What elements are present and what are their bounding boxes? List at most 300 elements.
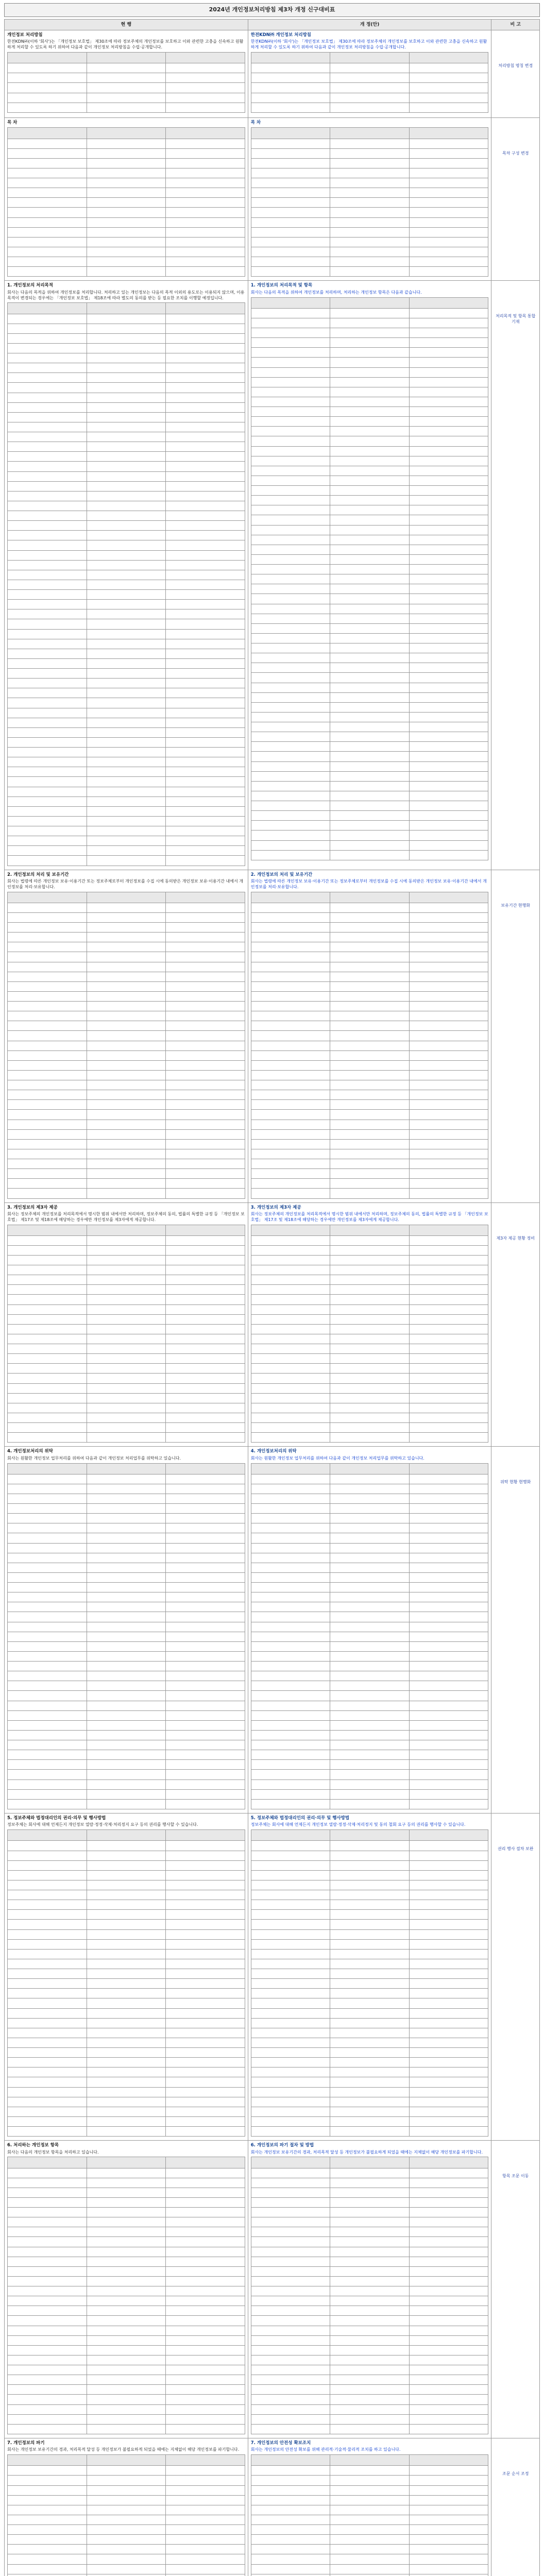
detail-cell — [8, 1830, 87, 1841]
detail-cell — [330, 2345, 410, 2355]
detail-cell — [166, 1100, 245, 1110]
detail-cell — [166, 1364, 245, 1374]
detail-row — [8, 471, 245, 481]
detail-row — [251, 2237, 488, 2247]
detail-cell — [166, 2178, 245, 2188]
detail-cell — [166, 1622, 245, 1632]
detail-cell — [8, 1179, 87, 1189]
detail-cell — [87, 1929, 166, 1939]
detail-row — [8, 324, 245, 333]
detail-cell — [8, 63, 87, 73]
detail-cell — [409, 2217, 488, 2227]
detail-row — [8, 1344, 245, 1354]
detail-table — [251, 1463, 489, 1809]
detail-cell — [166, 1799, 245, 1809]
detail-row — [8, 2525, 245, 2535]
detail-cell — [87, 2326, 166, 2335]
detail-cell — [8, 981, 87, 991]
section-body: 정보주체는 회사에 대해 언제든지 개인정보 열람·정정·삭제·처리정지 요구 등의 권리를 행사할 수 있습니다. — [7, 1822, 198, 1827]
detail-cell — [166, 2306, 245, 2316]
detail-cell — [166, 422, 245, 432]
detail-row — [251, 2554, 488, 2564]
detail-cell — [87, 53, 166, 63]
detail-row — [8, 1265, 245, 1275]
detail-row — [8, 2067, 245, 2077]
detail-cell — [8, 903, 87, 912]
detail-cell — [409, 2058, 488, 2067]
detail-cell — [409, 673, 488, 683]
detail-cell — [409, 2157, 488, 2168]
detail-cell — [251, 1939, 330, 1949]
section-heading: 7. 개인정보의 안전성 확보조치 — [250, 2440, 311, 2446]
detail-cell — [8, 2178, 87, 2188]
detail-cell — [330, 912, 410, 922]
detail-row — [8, 1641, 245, 1651]
detail-cell — [8, 2326, 87, 2335]
detail-cell — [251, 2227, 330, 2237]
detail-row — [8, 1572, 245, 1582]
detail-row — [251, 318, 488, 328]
detail-row — [8, 1632, 245, 1641]
detail-cell — [166, 2424, 245, 2434]
detail-cell — [409, 208, 488, 217]
detail-cell — [166, 796, 245, 806]
detail-cell — [166, 1413, 245, 1422]
detail-cell — [409, 1523, 488, 1533]
detail-cell — [330, 1285, 410, 1295]
detail-row — [251, 2116, 488, 2126]
detail-row — [251, 742, 488, 752]
detail-cell — [409, 2395, 488, 2404]
detail-cell — [251, 1989, 330, 1998]
detail-cell — [251, 148, 330, 158]
table-row — [5, 870, 540, 1202]
table-row — [5, 117, 540, 280]
detail-cell — [87, 2375, 166, 2385]
detail-cell — [87, 1314, 166, 1324]
detail-row — [8, 787, 245, 796]
detail-cell — [87, 787, 166, 796]
detail-cell — [409, 663, 488, 673]
detail-row — [251, 1031, 488, 1041]
detail-cell — [251, 397, 330, 406]
detail-cell — [251, 633, 330, 643]
detail-cell — [87, 1740, 166, 1750]
detail-cell — [8, 247, 87, 257]
detail-cell — [409, 933, 488, 942]
note-cell — [491, 1202, 540, 1447]
detail-cell — [251, 208, 330, 217]
detail-cell — [251, 2237, 330, 2247]
detail-cell — [251, 663, 330, 673]
detail-cell — [330, 623, 410, 633]
detail-row — [8, 952, 245, 962]
detail-row — [8, 432, 245, 442]
detail-table — [7, 2157, 245, 2434]
detail-cell — [251, 2168, 330, 2178]
detail-cell — [409, 525, 488, 535]
detail-cell — [8, 1129, 87, 1139]
detail-cell — [166, 2116, 245, 2126]
detail-cell — [409, 1433, 488, 1443]
detail-cell — [251, 1841, 330, 1851]
detail-cell — [8, 314, 87, 324]
detail-row — [8, 669, 245, 679]
detail-cell — [8, 1189, 87, 1198]
detail-cell — [166, 2316, 245, 2326]
detail-cell — [409, 942, 488, 952]
detail-cell — [251, 338, 330, 348]
detail-row — [8, 462, 245, 471]
detail-cell — [87, 2554, 166, 2564]
detail-cell — [251, 1463, 330, 1474]
detail-row — [8, 531, 245, 540]
detail-cell — [251, 1830, 330, 1841]
detail-cell — [251, 427, 330, 436]
detail-table — [251, 2454, 489, 2576]
detail-cell — [8, 2385, 87, 2395]
detail-cell — [87, 257, 166, 267]
detail-cell — [87, 2296, 166, 2306]
detail-cell — [8, 1533, 87, 1543]
detail-cell — [8, 373, 87, 383]
detail-cell — [330, 692, 410, 702]
detail-cell — [251, 821, 330, 831]
detail-cell — [409, 1701, 488, 1710]
detail-cell — [251, 2157, 330, 2168]
detail-cell — [330, 1592, 410, 1602]
detail-cell — [251, 2476, 330, 2485]
detail-row — [8, 806, 245, 816]
detail-cell — [166, 806, 245, 816]
detail-cell — [330, 663, 410, 673]
detail-cell — [8, 1760, 87, 1770]
detail-cell — [251, 1433, 330, 1443]
note-cell — [491, 1813, 540, 2140]
detail-cell — [8, 806, 87, 816]
detail-cell — [87, 2535, 166, 2545]
detail-row — [8, 737, 245, 747]
detail-cell — [409, 148, 488, 158]
detail-row — [251, 1720, 488, 1730]
detail-cell — [8, 1602, 87, 1612]
detail-cell — [409, 2485, 488, 2495]
detail-cell — [409, 188, 488, 198]
detail-cell — [87, 2414, 166, 2424]
detail-cell — [330, 227, 410, 237]
detail-row — [8, 1720, 245, 1730]
detail-cell — [330, 466, 410, 476]
detail-row — [8, 748, 245, 757]
detail-cell — [251, 653, 330, 663]
detail-row — [251, 1959, 488, 1969]
detail-row — [8, 619, 245, 629]
detail-cell — [8, 412, 87, 422]
detail-cell — [409, 991, 488, 1001]
detail-row — [8, 2495, 245, 2505]
detail-cell — [409, 2326, 488, 2335]
detail-cell — [330, 781, 410, 791]
detail-cell — [8, 53, 87, 63]
detail-row — [251, 1860, 488, 1870]
detail-row — [8, 2266, 245, 2276]
detail-cell — [330, 1100, 410, 1110]
detail-cell — [330, 1799, 410, 1809]
detail-cell — [8, 2087, 87, 2097]
detail-row — [8, 1484, 245, 1494]
detail-cell — [166, 1860, 245, 1870]
detail-cell — [330, 1671, 410, 1681]
detail-row — [251, 168, 488, 178]
detail-cell — [166, 93, 245, 103]
detail-cell — [166, 836, 245, 846]
detail-row — [251, 2485, 488, 2495]
detail-cell — [87, 1592, 166, 1602]
detail-cell — [330, 2107, 410, 2116]
note-text: 처리목적 및 항목 통합 기재 — [496, 314, 536, 325]
detail-cell — [330, 1314, 410, 1324]
detail-cell — [409, 318, 488, 328]
detail-cell — [166, 1760, 245, 1770]
detail-cell — [409, 496, 488, 505]
detail-cell — [251, 1880, 330, 1890]
detail-row — [8, 1021, 245, 1031]
detail-cell — [166, 1344, 245, 1354]
detail-cell — [8, 1900, 87, 1910]
detail-cell — [166, 2335, 245, 2345]
detail-cell — [166, 2008, 245, 2018]
detail-cell — [409, 923, 488, 933]
detail-cell — [330, 2505, 410, 2515]
detail-cell — [409, 1474, 488, 1484]
detail-cell — [409, 2116, 488, 2126]
detail-row — [251, 1543, 488, 1553]
detail-cell — [330, 1149, 410, 1159]
detail-cell — [409, 2414, 488, 2424]
detail-cell — [251, 1364, 330, 1374]
detail-row — [251, 2545, 488, 2554]
detail-cell — [8, 2116, 87, 2126]
detail-cell — [330, 1563, 410, 1572]
detail-cell — [251, 1324, 330, 1334]
detail-cell — [166, 531, 245, 540]
detail-cell — [87, 639, 166, 649]
detail-row — [8, 1920, 245, 1929]
detail-cell — [87, 2455, 166, 2466]
detail-cell — [330, 2028, 410, 2038]
detail-cell — [8, 933, 87, 942]
detail-cell — [166, 1553, 245, 1563]
detail-cell — [409, 811, 488, 821]
detail-row — [8, 303, 245, 314]
detail-cell — [330, 2067, 410, 2077]
detail-cell — [87, 1324, 166, 1334]
detail-cell — [166, 1710, 245, 1720]
detail-cell — [251, 942, 330, 952]
detail-cell — [409, 2564, 488, 2574]
detail-cell — [87, 363, 166, 373]
detail-cell — [409, 178, 488, 188]
detail-cell — [8, 1354, 87, 1364]
detail-cell — [409, 1563, 488, 1572]
detail-cell — [251, 565, 330, 574]
detail-row — [8, 1612, 245, 1622]
detail-cell — [409, 1413, 488, 1422]
detail-row — [8, 1553, 245, 1563]
detail-cell — [251, 2424, 330, 2434]
detail-cell — [251, 2335, 330, 2345]
detail-cell — [8, 1060, 87, 1070]
detail-cell — [166, 2058, 245, 2067]
detail-row — [8, 2564, 245, 2574]
current-cell — [5, 117, 248, 280]
detail-cell — [330, 1070, 410, 1080]
detail-cell — [8, 257, 87, 267]
detail-row — [251, 1364, 488, 1374]
detail-cell — [330, 1602, 410, 1612]
detail-cell — [166, 2505, 245, 2515]
detail-cell — [409, 1463, 488, 1474]
detail-cell — [330, 1169, 410, 1179]
detail-row — [8, 2316, 245, 2326]
detail-cell — [8, 148, 87, 158]
detail-cell — [166, 217, 245, 227]
detail-row — [8, 991, 245, 1001]
detail-cell — [87, 1851, 166, 1860]
detail-cell — [8, 1949, 87, 1959]
detail-cell — [166, 1504, 245, 1514]
detail-cell — [166, 2564, 245, 2574]
detail-cell — [8, 2188, 87, 2197]
detail-cell — [166, 1120, 245, 1129]
detail-cell — [330, 237, 410, 247]
detail-cell — [166, 2107, 245, 2116]
detail-row — [251, 722, 488, 732]
detail-row — [251, 257, 488, 267]
detail-cell — [166, 737, 245, 747]
detail-cell — [8, 363, 87, 373]
detail-row — [8, 1701, 245, 1710]
detail-cell — [409, 584, 488, 594]
detail-cell — [166, 1720, 245, 1730]
detail-cell — [330, 1553, 410, 1563]
revised-cell — [248, 30, 491, 117]
detail-row — [251, 297, 488, 308]
detail-cell — [409, 2535, 488, 2545]
detail-cell — [166, 501, 245, 511]
detail-cell — [409, 2554, 488, 2564]
detail-cell — [166, 2485, 245, 2495]
detail-row — [8, 1169, 245, 1179]
section-body: 회사는 개인정보 보유기간의 경과, 처리목적 달성 등 개인정보가 불필요하게 되었을 때에는 지체없이 해당 개인정보를 파기합니다. — [7, 2447, 240, 2452]
detail-cell — [8, 1691, 87, 1701]
detail-row — [8, 1860, 245, 1870]
detail-cell — [251, 2345, 330, 2355]
detail-row — [251, 505, 488, 515]
detail-row — [251, 594, 488, 604]
detail-cell — [166, 1612, 245, 1622]
detail-cell — [409, 1364, 488, 1374]
detail-cell — [409, 1139, 488, 1149]
detail-cell — [166, 2237, 245, 2247]
detail-cell — [409, 653, 488, 663]
detail-cell — [409, 328, 488, 338]
detail-cell — [330, 2296, 410, 2306]
detail-cell — [166, 972, 245, 981]
section-heading: 1. 개인정보의 처리목적 및 항목 — [250, 283, 313, 289]
detail-table — [7, 1829, 245, 2137]
detail-cell — [87, 1949, 166, 1959]
detail-row — [8, 962, 245, 972]
detail-cell — [251, 2554, 330, 2564]
detail-row — [251, 515, 488, 525]
detail-cell — [166, 2276, 245, 2286]
detail-row — [251, 2495, 488, 2505]
detail-cell — [87, 1989, 166, 1998]
detail-cell — [8, 639, 87, 649]
detail-cell — [251, 535, 330, 545]
detail-cell — [409, 427, 488, 436]
detail-cell — [251, 1050, 330, 1060]
detail-row — [251, 247, 488, 257]
detail-cell — [409, 476, 488, 485]
detail-table — [7, 127, 245, 277]
detail-cell — [330, 1344, 410, 1354]
detail-cell — [409, 1383, 488, 1393]
detail-cell — [330, 2168, 410, 2178]
detail-row — [251, 2345, 488, 2355]
detail-row — [251, 614, 488, 623]
detail-cell — [251, 1622, 330, 1632]
detail-cell — [87, 471, 166, 481]
detail-cell — [251, 1641, 330, 1651]
detail-cell — [87, 93, 166, 103]
detail-cell — [409, 2237, 488, 2247]
detail-cell — [8, 2008, 87, 2018]
detail-cell — [166, 2097, 245, 2107]
detail-cell — [87, 1533, 166, 1543]
detail-cell — [87, 227, 166, 237]
detail-cell — [8, 2157, 87, 2168]
detail-row — [8, 363, 245, 373]
detail-cell — [251, 554, 330, 564]
detail-cell — [409, 377, 488, 387]
detail-cell — [8, 2067, 87, 2077]
detail-cell — [166, 412, 245, 422]
detail-cell — [330, 148, 410, 158]
header-note: 비 고 — [491, 19, 540, 30]
current-cell — [5, 1447, 248, 1814]
detail-cell — [8, 1959, 87, 1969]
detail-cell — [330, 1275, 410, 1285]
detail-cell — [87, 600, 166, 609]
detail-cell — [251, 1612, 330, 1622]
detail-row — [8, 892, 245, 903]
detail-cell — [87, 962, 166, 972]
detail-cell — [166, 1021, 245, 1031]
detail-row — [251, 1592, 488, 1602]
detail-cell — [166, 1929, 245, 1939]
detail-cell — [166, 1129, 245, 1139]
detail-cell — [251, 1255, 330, 1265]
detail-cell — [251, 643, 330, 653]
detail-cell — [8, 2476, 87, 2485]
detail-cell — [251, 840, 330, 850]
section-body: 회사는 다음의 개인정보 항목을 처리하고 있습니다. — [7, 2149, 99, 2155]
detail-cell — [251, 1910, 330, 1920]
detail-row — [251, 1413, 488, 1422]
detail-cell — [166, 1265, 245, 1275]
